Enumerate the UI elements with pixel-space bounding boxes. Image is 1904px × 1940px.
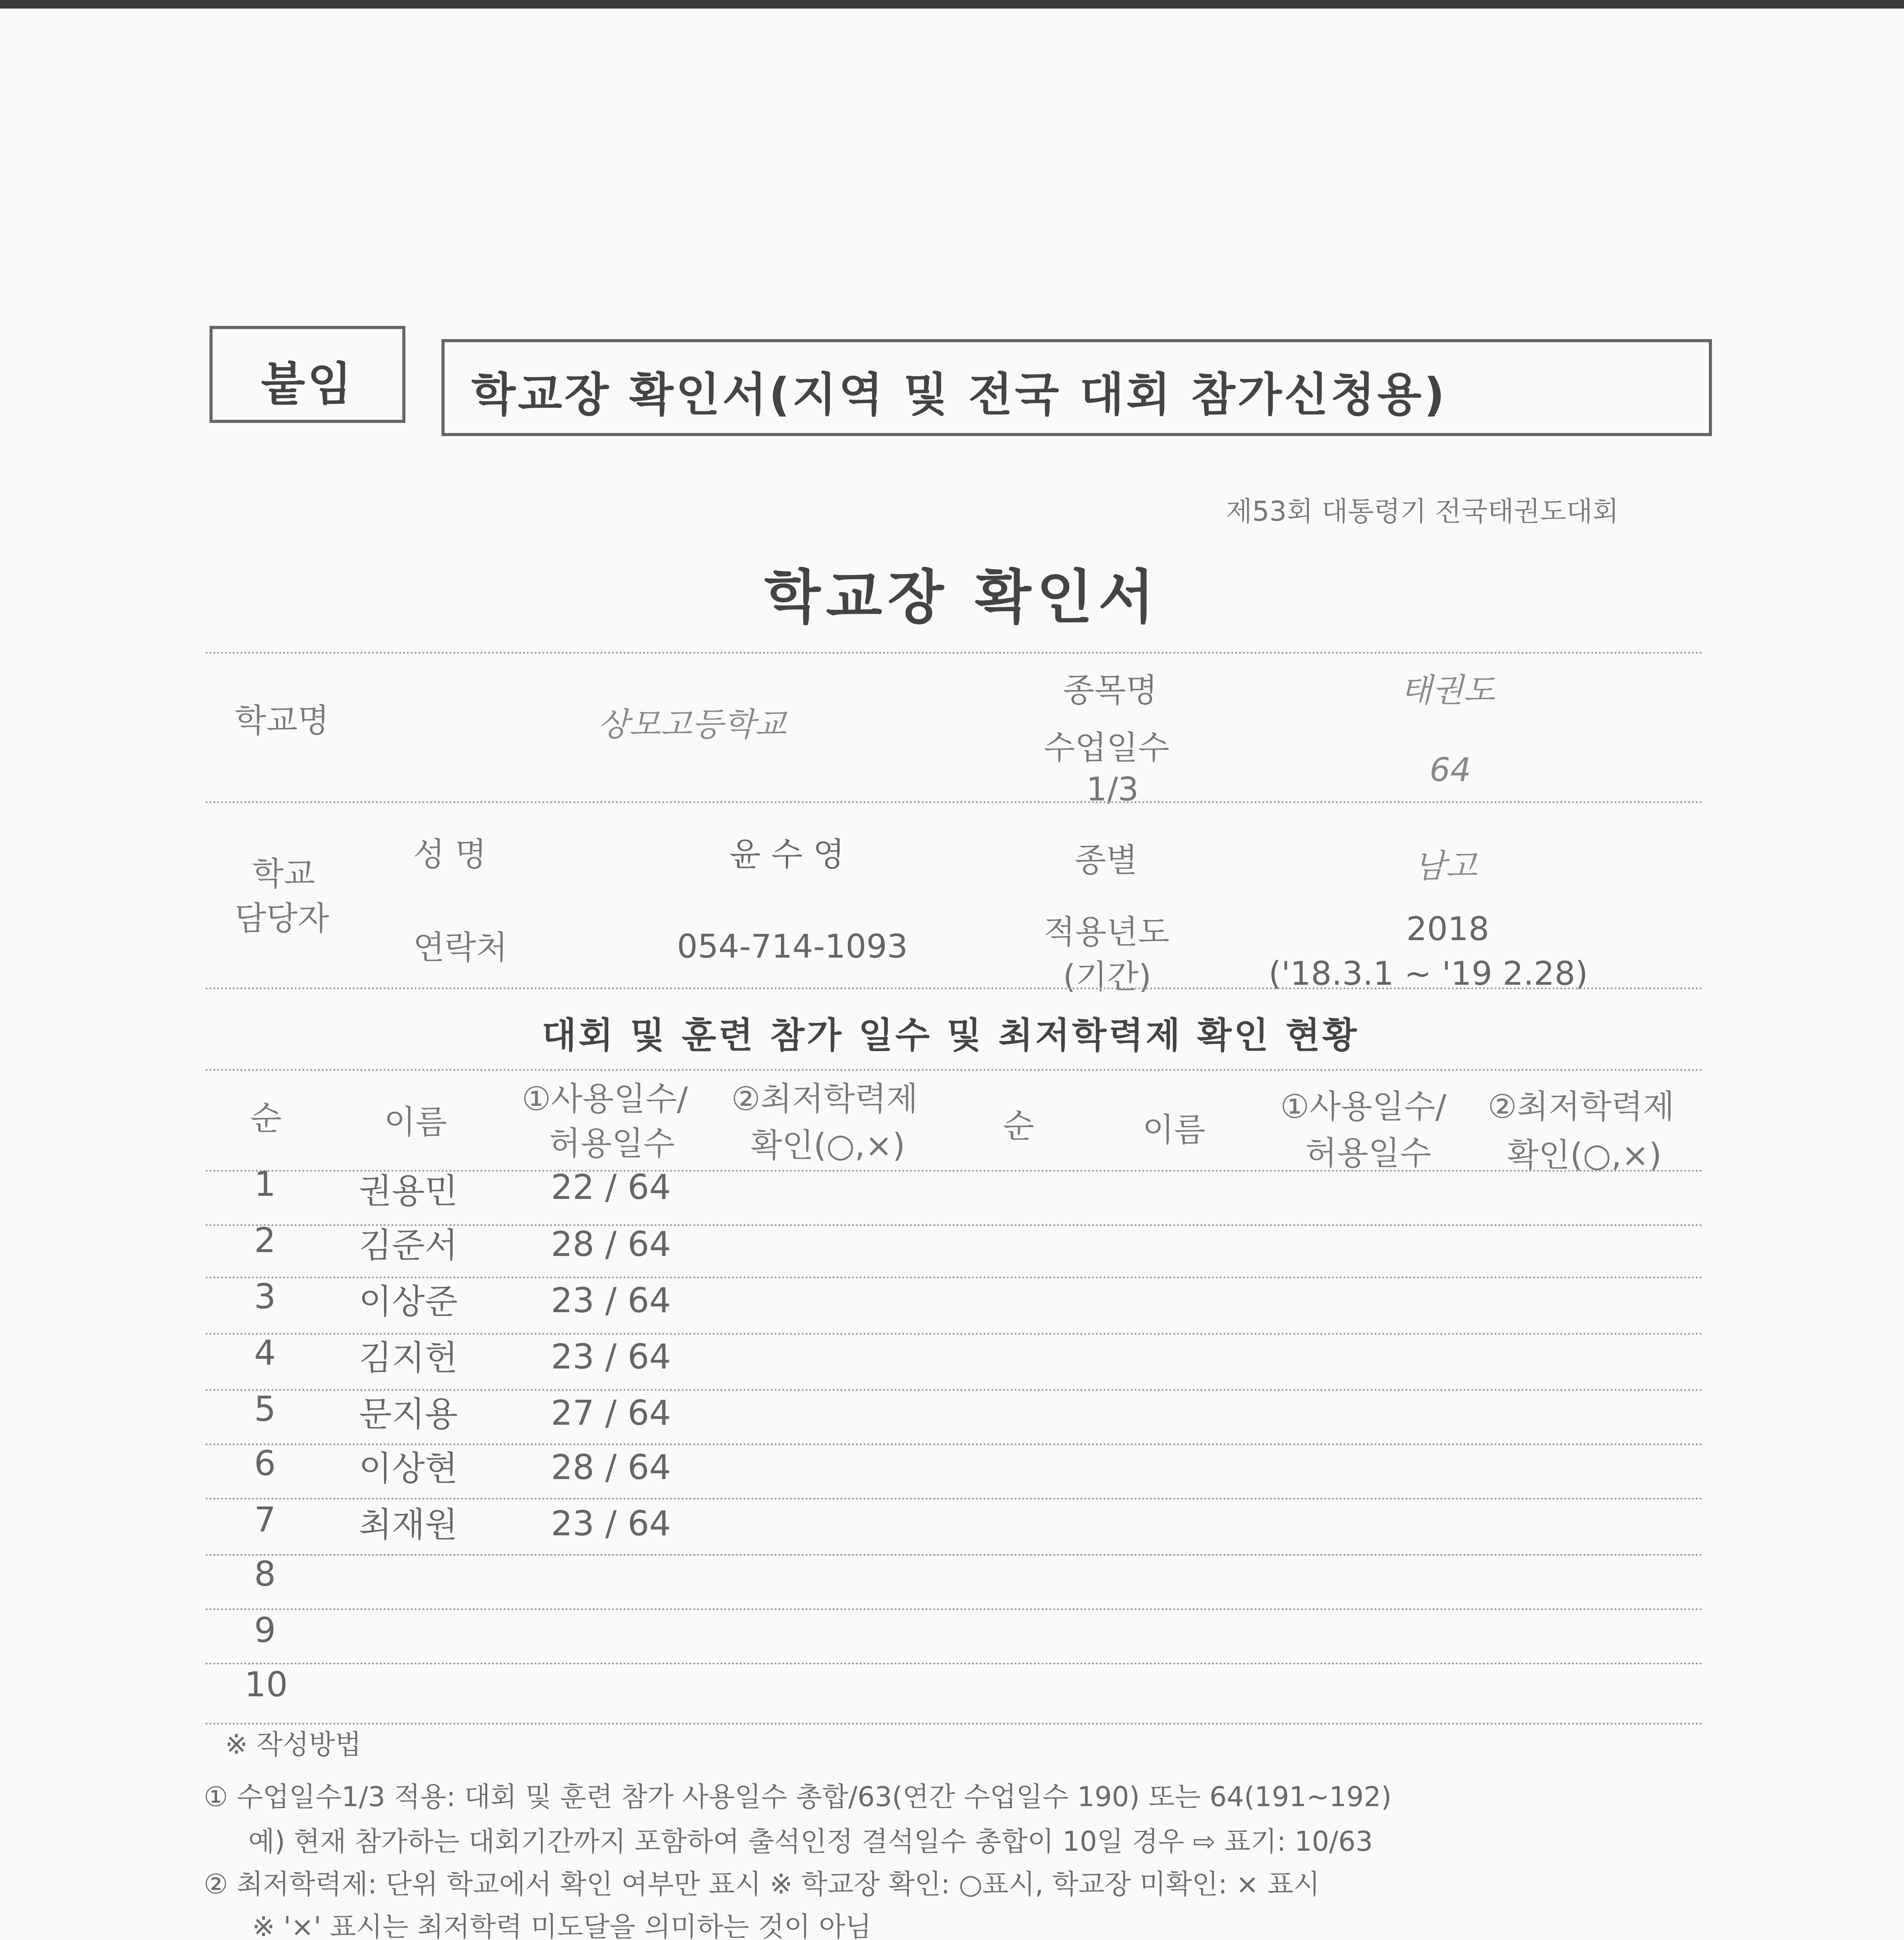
type-label: 종별	[1075, 841, 1138, 879]
school-label: 학교명	[235, 702, 329, 740]
year-value: 2018	[1406, 910, 1489, 948]
divider	[206, 987, 1703, 989]
row-name: 권용민	[359, 1171, 458, 1211]
school-value: 상모고등학교	[597, 705, 786, 743]
contact-value: 054-714-1093	[677, 927, 908, 965]
row-no: 4	[254, 1333, 276, 1373]
contact-label: 연락처	[413, 928, 508, 967]
row-days: 22 / 64	[551, 1167, 671, 1207]
event-value: 태권도	[1400, 671, 1495, 709]
row-no: 9	[254, 1610, 276, 1650]
type-value: 남고	[1414, 847, 1477, 885]
row-days: 23 / 64	[551, 1504, 671, 1543]
col-min-header-2: ②최저학력제	[1488, 1088, 1675, 1126]
note-line: 예) 현재 참가하는 대회기간까지 포함하여 출석인정 결석일수 총합이 10일 경우 ⇨ 표기: 10/63	[248, 1826, 1373, 1857]
row-name: 최재원	[359, 1505, 458, 1545]
row-name: 김준서	[359, 1225, 458, 1265]
col-min-header-sub: 확인(○,×)	[751, 1126, 905, 1164]
col-no-header: 순	[250, 1099, 282, 1137]
row-divider	[206, 1608, 1703, 1610]
row-name: 이상현	[359, 1448, 458, 1488]
note-line: ② 최저학력제: 단위 학교에서 확인 여부만 표시 ※ 학교장 확인: ○표시, 학교장 미확인: × 표시	[204, 1868, 1320, 1900]
name-value: 윤 수 영	[729, 835, 845, 873]
days-label: 수업일수	[1044, 729, 1170, 767]
row-days: 23 / 64	[551, 1280, 671, 1320]
col-name-header-2: 이름	[1142, 1111, 1206, 1149]
col-name-header: 이름	[384, 1103, 447, 1141]
row-days: 23 / 64	[551, 1337, 671, 1377]
manager-label-sub: 담당자	[235, 899, 329, 937]
row-divider	[206, 1663, 1703, 1665]
row-divider	[206, 1554, 1703, 1556]
attachment-label: 붙임	[261, 357, 354, 411]
row-days: 28 / 64	[551, 1224, 671, 1264]
name-label: 성 명	[413, 835, 486, 873]
period-value: ('18.3.1 ~ '19 2.28)	[1269, 954, 1588, 993]
year-label: 적용년도	[1044, 913, 1170, 951]
row-days: 27 / 64	[551, 1393, 671, 1433]
note-line: ① 수업일수1/3 적용: 대회 및 훈련 참가 사용일수 총합/63(연간 수업일수 190) 또는 64(191~192)	[204, 1781, 1392, 1813]
row-divider	[206, 1723, 1703, 1725]
col-min-header: ②최저학력제	[731, 1080, 918, 1118]
form-title: 학교장 확인서(지역 및 전국 대회 참가신청용)	[471, 368, 1447, 421]
manager-label: 학교	[252, 855, 315, 893]
row-no: 5	[254, 1389, 276, 1429]
row-no: 6	[254, 1443, 276, 1483]
row-no: 10	[244, 1665, 288, 1704]
col-days-header-2-sub: 허용일수	[1305, 1134, 1431, 1172]
row-no: 2	[254, 1220, 276, 1260]
divider	[206, 652, 1703, 654]
col-days-header: ①사용일수/	[522, 1080, 688, 1118]
note-line: ※ '×' 표시는 최저학력 미도달을 의미하는 것이 아님	[252, 1911, 872, 1940]
row-name: 문지용	[359, 1394, 458, 1434]
col-days-header-2: ①사용일수/	[1280, 1088, 1447, 1126]
year-label-sub: (기간)	[1063, 958, 1151, 996]
notes-heading: ※ 작성방법	[225, 1729, 362, 1760]
divider	[206, 1069, 1703, 1071]
col-min-header-2-sub: 확인(○,×)	[1507, 1136, 1662, 1174]
row-no: 7	[254, 1500, 276, 1540]
row-name: 이상준	[359, 1282, 458, 1322]
days-label-sub: 1/3	[1086, 770, 1139, 808]
col-no-header-2: 순	[1003, 1107, 1035, 1145]
section-title: 대회 및 훈련 참가 일수 및 최저학력제 확인 현황	[542, 1015, 1359, 1056]
competition-name: 제53회 대통령기 전국태권도대회	[1226, 495, 1619, 527]
row-name: 김지헌	[359, 1338, 458, 1378]
row-no: 3	[254, 1277, 276, 1316]
page-title: 학교장 확인서	[764, 564, 1160, 631]
row-days: 28 / 64	[551, 1447, 671, 1487]
divider	[206, 801, 1703, 803]
days-value: 64	[1430, 751, 1471, 789]
event-label: 종목명	[1063, 671, 1158, 709]
scan-top-edge	[0, 0, 1904, 9]
row-no: 8	[254, 1554, 276, 1594]
row-no: 1	[254, 1164, 276, 1204]
col-days-header-sub: 허용일수	[549, 1124, 675, 1162]
